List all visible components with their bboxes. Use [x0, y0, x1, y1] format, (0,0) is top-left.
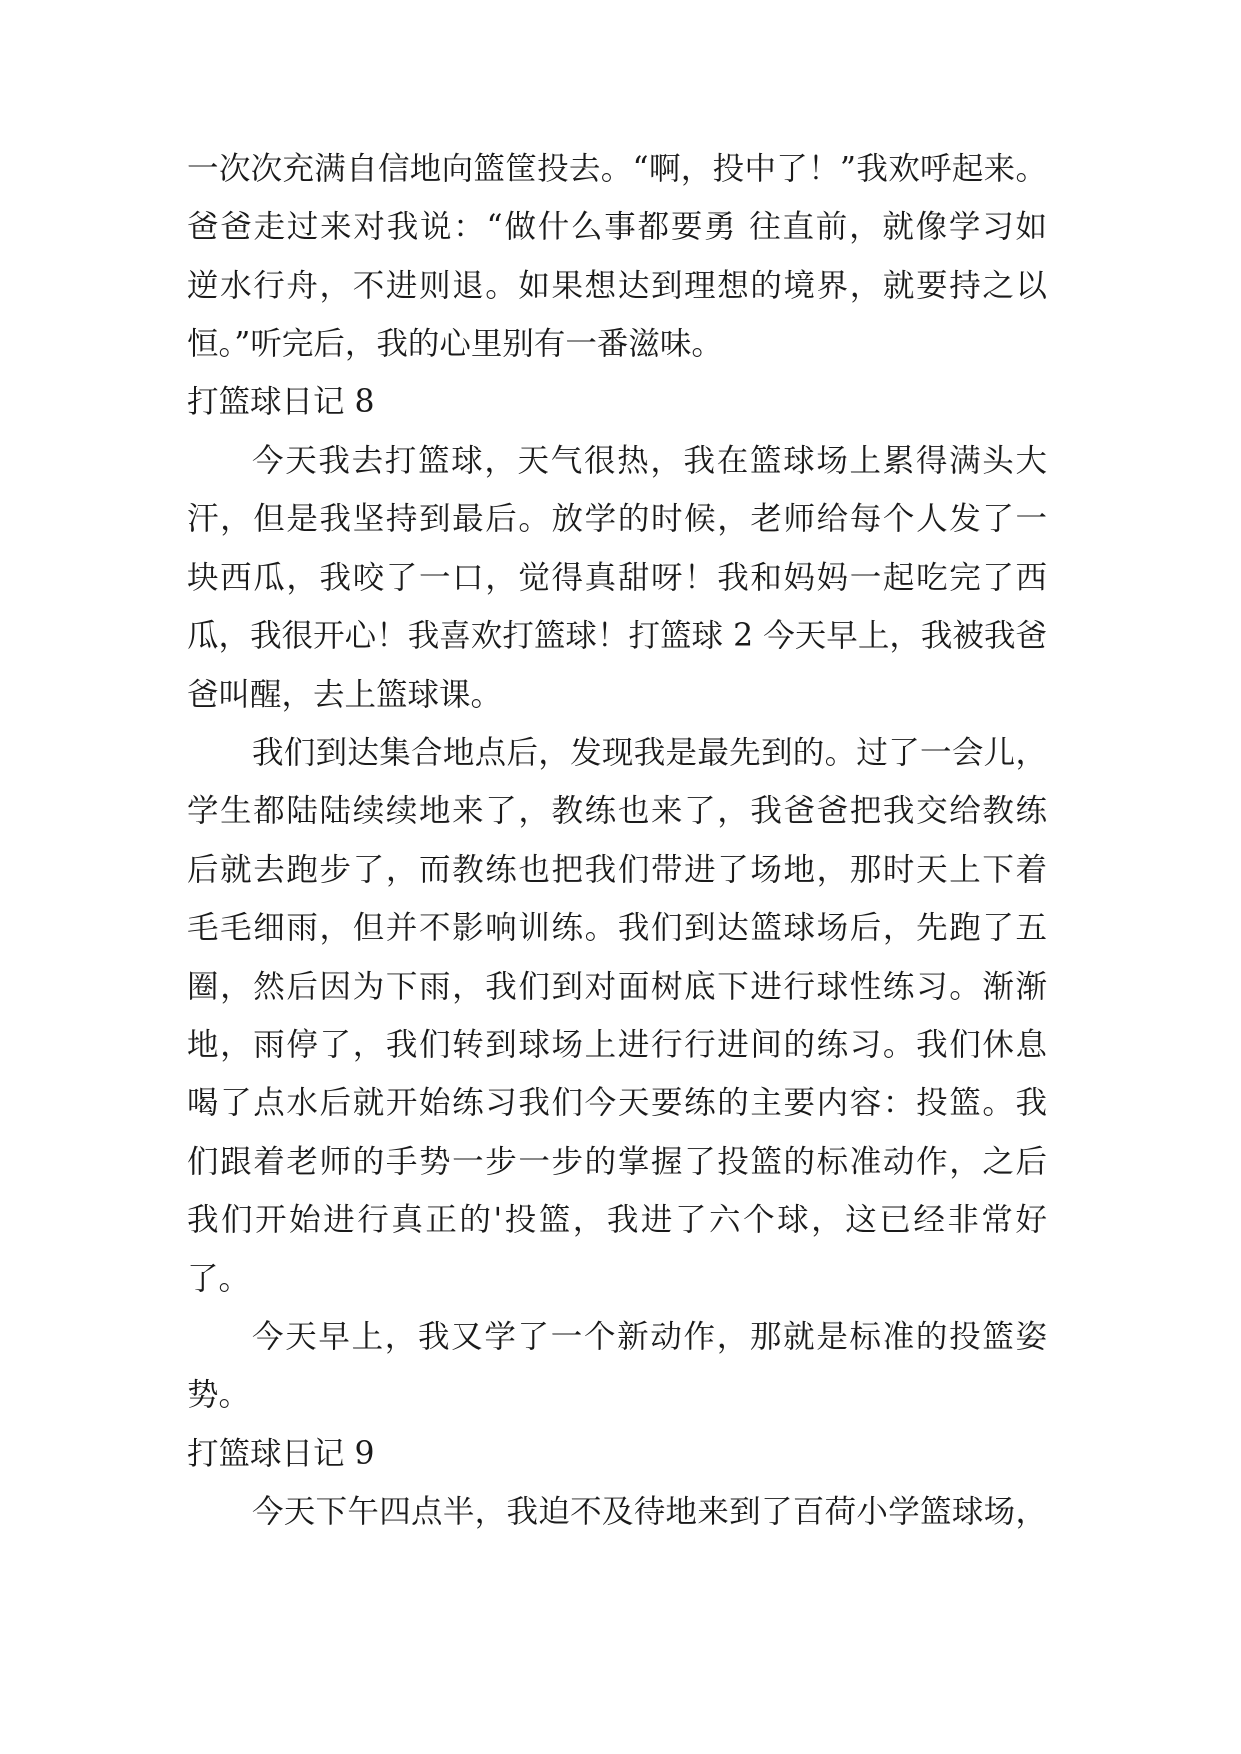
section-heading: 打篮球日记 8 — [187, 384, 375, 420]
paragraph-first-line: 我们到达集合地点后，发现我是最先到的。过了一会儿， — [252, 735, 1047, 771]
paragraph-first-line: 今天早上，我又学了一个新动作，那就是标准的投篮姿 — [252, 1319, 1047, 1355]
text-line: 一次次充满自信地向篮筐投去。“啊，投中了！”我欢呼起来。 — [187, 151, 1047, 187]
text-line: 后就去跑步了，而教练也把我们带进了场地，那时天上下着 — [187, 852, 1047, 888]
text-line: 学生都陆陆续续地来了，教练也来了，我爸爸把我交给教练 — [187, 793, 1047, 829]
text-line: 毛毛细雨，但并不影响训练。我们到达篮球场后，先跑了五 — [187, 910, 1047, 946]
text-line: 我们开始进行真正的'投篮，我进了六个球，这已经非常好 — [187, 1202, 1047, 1238]
text-line: 势。 — [187, 1377, 251, 1413]
text-line: 地，雨停了，我们转到球场上进行行进间的练习。我们休息 — [187, 1027, 1047, 1063]
text-line: 了。 — [187, 1261, 251, 1297]
text-line: 恒。”听完后，我的心里别有一番滋味。 — [187, 326, 723, 362]
paragraph-first-line: 今天我去打篮球，天气很热，我在篮球场上累得满头大 — [252, 443, 1047, 479]
text-line: 瓜，我很开心！我喜欢打篮球！打篮球 2 今天早上，我被我爸 — [187, 618, 1047, 654]
text-line: 汗，但是我坚持到最后。放学的时候，老师给每个人发了一 — [187, 501, 1047, 537]
text-line: 喝了点水后就开始练习我们今天要练的主要内容：投篮。我 — [187, 1085, 1047, 1121]
text-line: 圈，然后因为下雨，我们到对面树底下进行球性练习。渐渐 — [187, 969, 1047, 1005]
section-heading: 打篮球日记 9 — [187, 1436, 375, 1472]
paragraph-first-line: 今天下午四点半，我迫不及待地来到了百荷小学篮球场， — [252, 1494, 1047, 1530]
text-line: 逆水行舟，不进则退。如果想达到理想的境界，就要持之以 — [187, 268, 1047, 304]
text-line: 块西瓜，我咬了一口，觉得真甜呀！我和妈妈一起吃完了西 — [187, 560, 1047, 596]
text-line: 爸叫醒，去上篮球课。 — [187, 677, 503, 713]
text-line: 爸爸走过来对我说：“做什么事都要勇 往直前，就像学习如 — [187, 209, 1047, 245]
text-line: 们跟着老师的手势一步一步的掌握了投篮的标准动作，之后 — [187, 1144, 1047, 1180]
